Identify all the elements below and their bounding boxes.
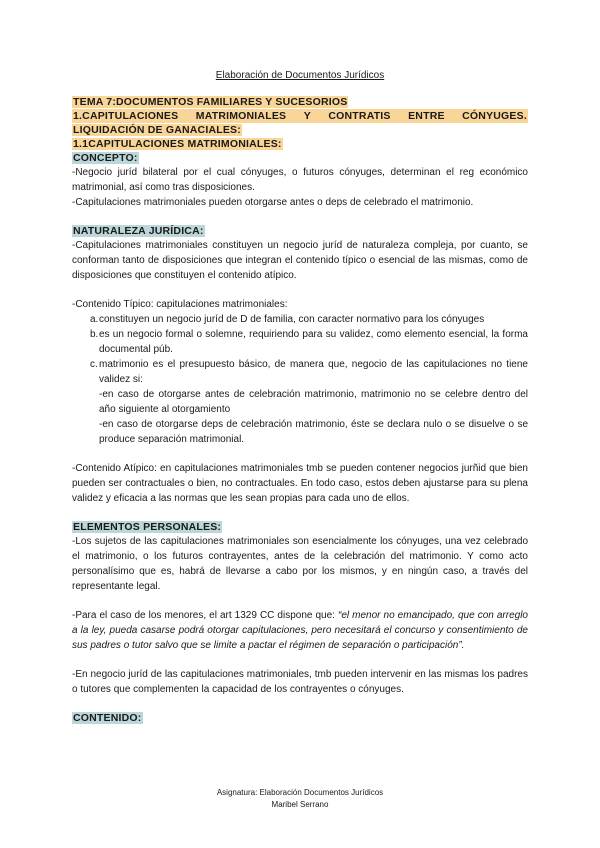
- elementos-paragraph-1: -Los sujetos de las capitulaciones matrimoniales son esencialmente los cónyuges, una vez celebrado el matrimonio, o los futuros contrayentes, antes de la celebración del matrimonio. Y como acto personalísimo que es, habrá de llevarse a cabo por los mismos, y en ningún caso, a través del representante legal.: [72, 536, 528, 592]
- list-item: b. es un negocio formal o solemne, requiriendo para su validez, como elemento esencial, la forma documental púb.: [90, 329, 528, 355]
- heading-contenido: CONTENIDO:: [73, 712, 142, 724]
- contenido-tipico-list: [72, 312, 528, 447]
- list-item: a. constituyen un negocio juríd de D de familia, con caracter normativo para los cónyuges: [90, 314, 485, 325]
- footer-subject: Asignatura: Elaboración Documentos Jurídicos: [216, 788, 384, 797]
- footer-author: Maribel Serrano: [271, 800, 329, 809]
- heading-concepto: CONCEPTO:: [73, 152, 138, 164]
- heading-naturaleza: NATURALEZA JURÍDICA:: [73, 225, 204, 237]
- elementos-paragraph-3: -En negocio juríd de las capitulaciones matrimoniales, tmb pueden intervenir en las mismas los padres o tutores que complementen la capacidad de los contrayentes o cónyuges.: [72, 669, 528, 695]
- heading-subsection: 1.1CAPITULACIONES MATRIMONIALES:: [73, 138, 282, 150]
- heading-elementos: ELEMENTOS PERSONALES:: [73, 521, 222, 533]
- document-title: Elaboración de Documentos Jurídicos: [215, 70, 385, 81]
- page-footer: [0, 787, 600, 811]
- concepto-paragraph-2: -Capitulaciones matrimoniales pueden otorgarse antes o deps de celebrado el matrimonio.: [72, 197, 474, 208]
- document-page: [72, 70, 528, 725]
- quote-art-1329: “el menor no emancipado, que con arreglo a la ley, pueda casarse podrá otorgar capitulaciones, pero necesitará el concurso y consentimiento de sus padres o tutor salvo que se limite a pactar el régimen de separación o participación”.: [72, 610, 528, 651]
- contenido-tipico-intro: -Contenido Típico: capitulaciones matrimoniales:: [72, 299, 288, 310]
- list-item: c. matrimonio es el presupuesto básico, de manera que, negocio de las capitulaciones no tiene validez si: -en caso de otorgarse antes de celebración matrimonio, matrimonio no se celebre dentro del año siguiente al otorgamiento -en caso de otorgarse deps de celebración matrimonio, éste se declara nulo o se disuelve o se produce separación matrimonial.: [90, 359, 528, 445]
- elementos-paragraph-2: -Para el caso de los menores, el art 1329 CC dispone que: “el menor no emancipado, que con arreglo a la ley, pueda casarse podrá otorgar capitulaciones, pero necesitará el concurso y consentimiento de sus padres o tutor salvo que se limite a pactar el régimen de separación o participación”.: [72, 610, 528, 651]
- concepto-paragraph-1: -Negocio juríd bilateral por el cual cónyuges, o futuros cónyuges, determinan el reg económico matrimonial, así como tras disposiciones.: [72, 167, 528, 193]
- heading-capitulaciones-line1: 1.CAPITULACIONES MATRIMONIALES Y CONTRATIS ENTRE CÓNYUGES.: [73, 110, 527, 122]
- naturaleza-paragraph: -Capitulaciones matrimoniales constituyen un negocio juríd de naturaleza compleja, por cuanto, se conforman tanto de disposiciones que integran el contenido típico o esencial de las mismas, como de disposiciones que constituyen el contenido atípico.: [72, 240, 528, 281]
- heading-capitulaciones-line2: LIQUIDACIÓN DE GANACIALES:: [73, 124, 241, 136]
- heading-tema: TEMA 7:DOCUMENTOS FAMILIARES Y SUCESORIOS: [73, 96, 348, 108]
- contenido-atipico-paragraph: -Contenido Atípico: en capitulaciones matrimoniales tmb se pueden contener negocios jurñid que bien pueden ser contractuales o bien, no contractuales. En todo caso, estos deben ajustarse para su plena validez y eficacia a las normas que les sean propias para cada uno de ellos.: [72, 463, 528, 504]
